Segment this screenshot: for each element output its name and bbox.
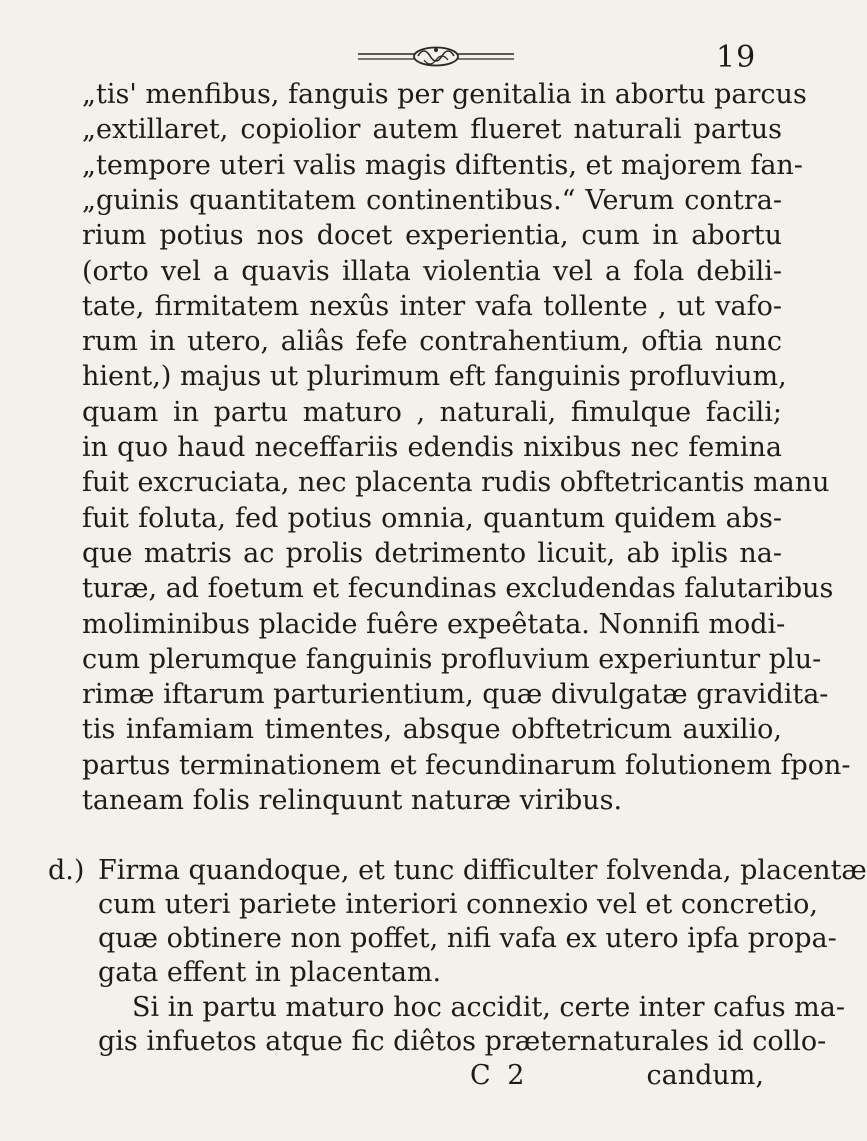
text-line: taneam folis relinquunt naturæ viribus. — [82, 785, 623, 816]
paragraph-label-d: d.) — [48, 855, 85, 886]
text-line: gis infuetos atque fic diêtos præternaturales id collo- — [98, 1026, 827, 1057]
text-line: tis infamiam timentes, absque obftetricum auxilio, — [82, 714, 782, 746]
text-line: „guinis quantitatem continentibus.“ Verum contra- — [82, 184, 782, 216]
catchword: candum, — [646, 1060, 764, 1091]
text-line: tate, firmitatem nexûs inter vafa tollente , ut vafo- — [82, 290, 782, 322]
text-line: in quo haud neceffariis edendis nixibus nec femina — [82, 432, 782, 463]
text-line: cum uteri pariete interiori connexio vel et concretio, — [98, 889, 818, 920]
text-line: fuit excruciata, nec placenta rudis obftetricantis manu — [82, 467, 830, 499]
signature-mark: C 2 — [470, 1060, 529, 1091]
text-line: quæ obtinere non poffet, nifi vafa ex utero ipfa propa- — [98, 923, 837, 954]
text-line: turæ, ad foetum et fecundinas excludendas falutaribus — [82, 573, 834, 605]
text-line: „extillaret, copiolior autem flueret naturali partus — [82, 114, 782, 146]
text-line: Firma quandoque, et tunc difficulter folvenda, placentæ — [98, 855, 867, 886]
text-line: (orto vel a quavis illata violentia vel a fola debili- — [82, 255, 782, 287]
page-number: 19 — [716, 40, 757, 75]
text-line: partus terminationem et fecundinarum folutionem fpon- — [82, 749, 851, 781]
text-line: rium potius nos docet experientia, cum in abortu — [82, 220, 782, 252]
text-line: hient,) majus ut plurimum eft fanguinis profluvium, — [82, 361, 787, 393]
text-line: Si in partu maturo hoc accidit, certe inter cafus ma- — [132, 992, 845, 1023]
text-line: rimæ iftarum parturientium, quæ divulgatæ gravidita- — [82, 679, 829, 711]
text-line: gata effent in placentam. — [98, 957, 442, 988]
text-line: que matris ac prolis detrimento licuit, ab iplis na- — [82, 537, 782, 569]
text-line: rum in utero, aliâs fefe contrahentium, oftia nunc — [82, 326, 782, 358]
decorative-rule-ornament-icon — [358, 44, 514, 70]
text-line: fuit foluta, fed potius omnia, quantum quidem abs- — [82, 502, 782, 534]
text-line: „tempore uteri valis magis diftentis, et majorem fan- — [82, 149, 803, 181]
text-line: quam in partu maturo , naturali, fimulque facili; — [82, 396, 782, 428]
text-line: „tis' menfibus, fanguis per genitalia in abortu parcus — [82, 79, 807, 110]
text-line: cum plerumque fanguinis profluvium experiuntur plu- — [82, 643, 822, 675]
text-line: moliminibus placide fuêre expeêtata. Nonnifi modi- — [82, 608, 786, 640]
